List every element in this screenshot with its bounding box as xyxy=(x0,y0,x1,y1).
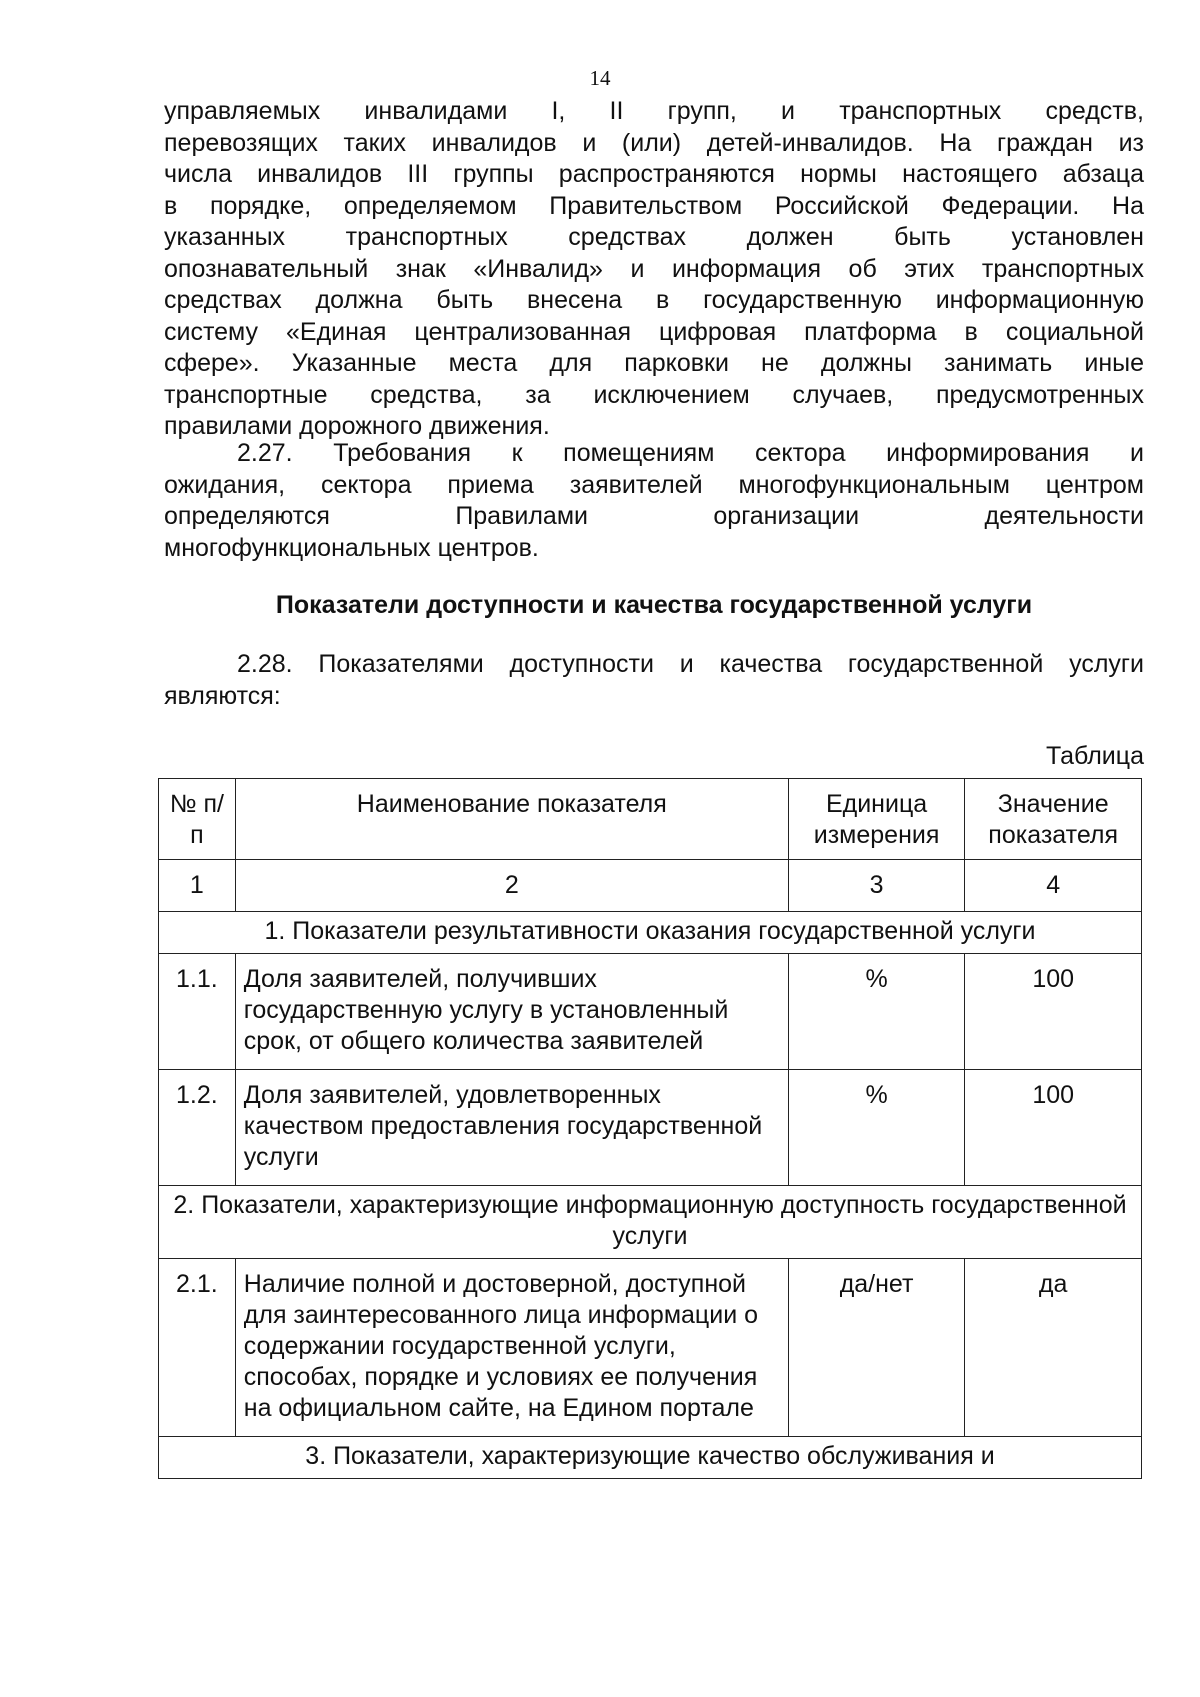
section-title: 3. Показатели, характеризующие качество обслуживания и xyxy=(159,1437,1142,1479)
row-num: 1.2. xyxy=(159,1070,236,1186)
section-row xyxy=(159,1437,1142,1479)
paragraph-parking xyxy=(164,96,1144,443)
section-row xyxy=(159,1186,1142,1259)
text-line: опознавательный знак «Инвалид» и информация об этих транспортных xyxy=(164,254,1144,283)
section-title: 2. Показатели, характеризующие информационную доступность государственной услуги xyxy=(159,1186,1142,1259)
section-row xyxy=(159,912,1142,954)
row-name: Наличие полной и достоверной, доступной для заинтересованного лица информации о содержании государственной услуги, способах, порядке и условиях ее получения на официальном сайте, на Едином портале xyxy=(235,1259,788,1437)
row-unit: % xyxy=(788,1070,965,1186)
text-line: определяются Правилами организации деятельности xyxy=(164,502,1144,530)
row-name: Доля заявителей, получивших государственную услугу в установленный срок, от общего количества заявителей xyxy=(235,954,788,1070)
text-line: систему «Единая централизованная цифровая платформа в социальной xyxy=(164,317,1144,346)
table-row xyxy=(159,1070,1142,1186)
indicators-table xyxy=(158,778,1142,1479)
row-unit: % xyxy=(788,954,965,1070)
text-line: правилами дорожного движения. xyxy=(164,412,550,440)
section-title: 1. Показатели результативности оказания государственной услуги xyxy=(159,912,1142,954)
row-value: да xyxy=(965,1259,1142,1437)
text-line: сфере». Указанные места для парковки не должны занимать иные xyxy=(164,349,1144,377)
text-line: указанных транспортных средствах должен быть установлен xyxy=(164,223,1144,251)
paragraph-2-28 xyxy=(164,649,1144,712)
paragraph-2-27 xyxy=(164,438,1144,564)
row-value: 100 xyxy=(965,1070,1142,1186)
text-line: числа инвалидов III группы распространяются нормы настоящего абзаца xyxy=(164,160,1144,188)
table-header-row xyxy=(159,779,1142,860)
section-heading: Показатели доступности и качества государственной услуги xyxy=(275,591,1033,619)
text-line: средствах должна быть внесена в государственную информационную xyxy=(164,286,1144,314)
header-name: Наименование показателя xyxy=(235,779,788,860)
header-unit: Единица измерения xyxy=(788,779,965,860)
text-line: 2.27. Требования к помещениям сектора информирования и xyxy=(237,439,1144,467)
text-line: транспортные средства, за исключением случаев, предусмотренных xyxy=(164,380,1144,409)
column-number: 2 xyxy=(235,860,788,912)
text-line: 2.28. Показателями доступности и качества государственной услуги xyxy=(237,650,1144,678)
text-line: многофункциональных центров. xyxy=(164,533,539,562)
header-value: Значение показателя xyxy=(965,779,1142,860)
page-number: 14 xyxy=(589,66,611,90)
row-num: 1.1. xyxy=(159,954,236,1070)
text-line: перевозящих таких инвалидов и (или) детей-инвалидов. На граждан из xyxy=(164,128,1144,157)
column-number: 3 xyxy=(788,860,965,912)
row-value: 100 xyxy=(965,954,1142,1070)
row-unit: да/нет xyxy=(788,1259,965,1437)
table-caption: Таблица xyxy=(1045,742,1144,770)
text-line: являются: xyxy=(164,681,281,710)
text-line: управляемых инвалидами I, II групп, и транспортных средств, xyxy=(164,97,1144,125)
text-line: в порядке, определяемом Правительством Российской Федерации. На xyxy=(164,191,1144,220)
table-row xyxy=(159,1259,1142,1437)
table-row xyxy=(159,954,1142,1070)
column-number: 1 xyxy=(159,860,236,912)
text-line: ожидания, сектора приема заявителей многофункциональным центром xyxy=(164,470,1144,499)
column-numbers-row xyxy=(159,860,1142,912)
header-num: № п/п xyxy=(159,779,236,860)
row-name: Доля заявителей, удовлетворенных качеством предоставления государственной услуги xyxy=(235,1070,788,1186)
column-number: 4 xyxy=(965,860,1142,912)
row-num: 2.1. xyxy=(159,1259,236,1437)
